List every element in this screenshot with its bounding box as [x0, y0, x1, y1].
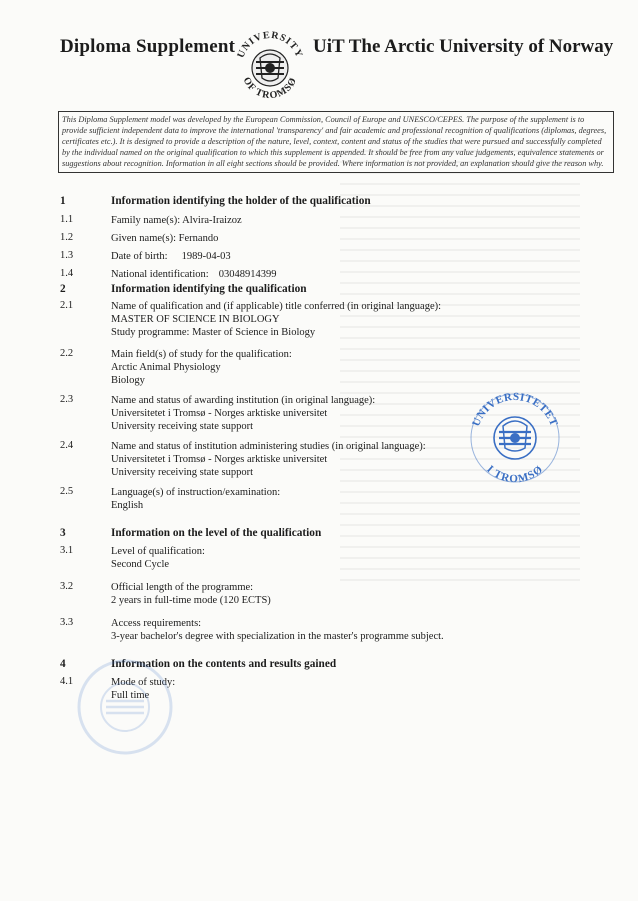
university-name: UiT The Arctic University of Norway [313, 36, 614, 57]
national-id-value: 03048914399 [218, 269, 277, 280]
svg-text:UNIVERSITETET: UNIVERSITETET [470, 390, 560, 429]
awarding-institution: Universitetet i Tromsø - Norges arktiske universitet [111, 408, 328, 420]
given-name-value: Fernando [178, 233, 219, 244]
faded-seal-icon [70, 655, 180, 760]
main-field-1: Arctic Animal Physiology [111, 362, 221, 374]
administering-institution-status: University receiving state support [111, 467, 254, 479]
qualification-name: MASTER OF SCIENCE IN BIOLOGY [111, 314, 280, 326]
document-title: Diploma Supplement [60, 36, 236, 57]
language-value: English [111, 500, 144, 512]
study-programme: Study programme: Master of Science in Biology [111, 327, 316, 339]
awarding-institution-status: University receiving state support [111, 421, 254, 433]
intro-statement: This Diploma Supplement model was developed by the European Commission, Council of Europe and UNESCO/CEPES. The purpose of the supplement is to provide sufficient independent data to improve the international 'transparency' and fair academic and professional recognition of qualifications (diplomas, degrees, certificates etc.). It is designed to provide a description of the nature, level, context, content and status of the studies that were pursued and successfully completed by the individual named on the original qualification to which this supplement is appended. It should be free from any value judgements, equivalence statements or suggestions about recognition. Information in all eight sections should be provided. Where information is not provided, an explanation should give the reason why. [58, 111, 614, 173]
university-seal-icon [230, 26, 310, 102]
section-title: Information on the level of the qualification [111, 527, 322, 539]
document-header [60, 26, 614, 102]
svg-text:UNIVERSITY: UNIVERSITY [235, 29, 305, 60]
main-field-2: Biology [111, 375, 145, 387]
section-title: Information on the contents and results gained [111, 658, 337, 670]
administering-institution: Universitetet i Tromsø - Norges arktiske universitet [111, 454, 328, 466]
svg-text:OF TROMSØ: OF TROMSØ [240, 75, 300, 102]
date-of-birth-value: 1989-04-03 [181, 251, 231, 262]
mode-of-study-value: Full time [111, 690, 150, 702]
university-stamp-icon [465, 390, 565, 485]
svg-text:I TROMSØ: I TROMSØ [484, 463, 546, 485]
section-title: Information identifying the holder of the qualification [111, 195, 371, 207]
access-requirements-value: 3-year bachelor's degree with specialization in the master's programme subject. [111, 631, 444, 643]
programme-length-value: 2 years in full-time mode (120 ECTS) [111, 595, 271, 607]
section-title: Information identifying the qualification [111, 283, 307, 295]
diploma-supplement-page: Diploma Supplement UNIVERSITY OF TROMSØ UiT The Arctic University of Norway This Diploma Supplement model was developed by the European Commission, Council of Europe and UNESCO/CEPES. The purpose of the supplement is to provide sufficient independent data to improve the international 'transparency' and fair academic and professional recognition of qualifications (diplomas, degrees, certificates etc.). It is designed to provide a description of the nature, level, context, content and status of the studies that were pursued and successfully completed by the individual named on the original qualification to which this supplement is appended. It should be free from any value judgements, equivalence statements or suggestions about recognition. Information in all eight sections should be provided. Where information is not provided, an explanation should give the reason why. 1 Information identifying the holder of the qualification 1.1 Family name(s): Alvira-Iraizoz 1.2 Given name(s): Fernando 1.3 Date of birth: 1989-04-03 1.4 National identification: 03048914399 2 Information identifying the qualification 2.1 Name of qualification and (if applicable) title conferred (in original language): MASTER OF SCIENCE IN BIOLOGY Study programme: Master of Science in Biology 2.2 Main field(s) of study for the qualification: Arctic Animal Physiology Biology 2.3 Name and status of awarding institution (in original language): Universitetet i Tromsø - Norges arktiske universitet University receiving state support 2.4 Name and status of institution administering studies (in original language): Universitetet i Tromsø - Norges arktiske universitet University receiving state support 2.5 Language(s) of instruction/examination: English 3 Information on the level of the qualification 3.1 Level of qualification: Second Cycle 3.2 Official length of the programme: 2 years in full-time mode (120 ECTS) 3.3 Access requirements: 3-year bachelor's degree with specialization in the master's programme subject. 4 Information on the contents and results gained 4.1 Mode of study: Full time UNIVERSITETET I TROMSØ [0, 0, 638, 901]
level-value: Second Cycle [111, 559, 170, 571]
family-name-value: Alvira-Iraizoz [182, 215, 242, 226]
